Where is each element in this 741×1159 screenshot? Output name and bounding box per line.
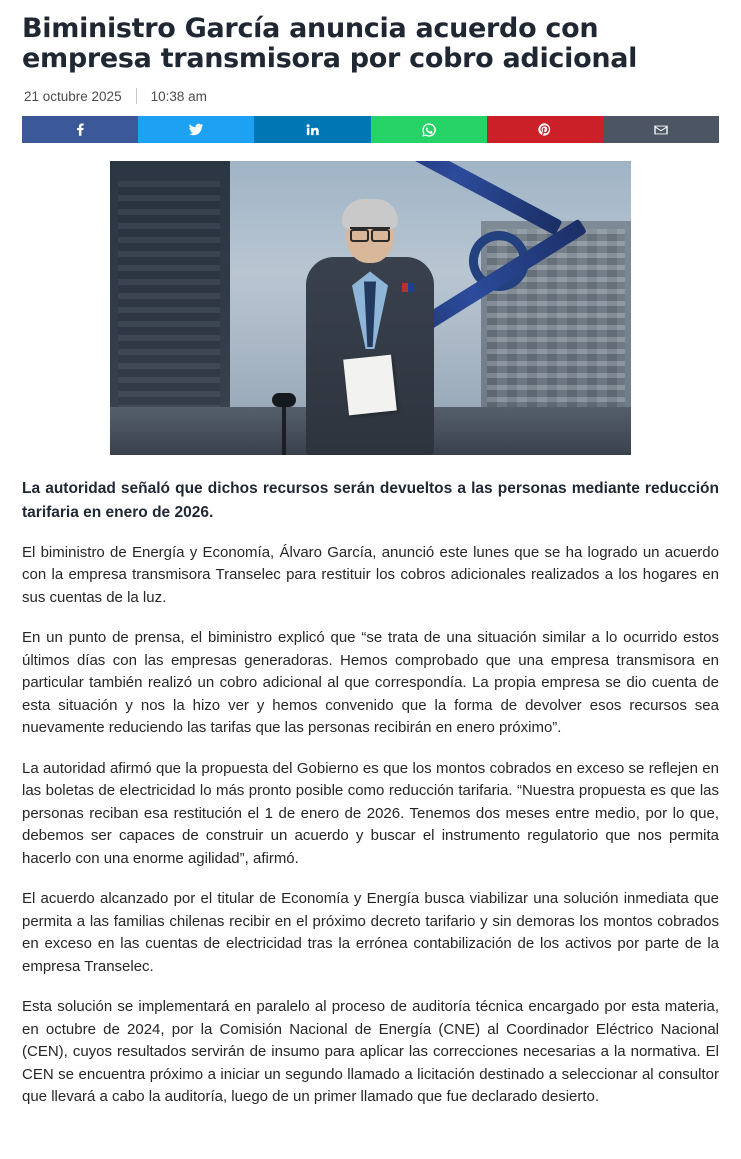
article-paragraph: En un punto de prensa, el biministro explicó que “se trata de una situación similar a lo ocurrido estos últimos días con las empresas generadoras. Hemos comprobado que una empresa transmisora en particular también realizó un cobro adicional al que correspondía. La propia empresa se dio cuenta de esta situación y nos la hizo ver y hemos convenido que la forma de devolver esos recursos sea nuevamente reduciendo las tarifas que las personas recibirán en enero próximo”. xyxy=(22,629,719,737)
linkedin-icon xyxy=(305,122,320,137)
article-paragraph: El biministro de Energía y Economía, Álvaro García, anunció este lunes que se ha logrado un acuerdo con la empresa transmisora Transelec para restituir los cobros adicionales realizados a los hogares en sus cuentas de la luz. xyxy=(22,543,719,606)
publish-time: 10:38 am xyxy=(150,88,207,104)
image-microphone xyxy=(272,393,296,407)
page-title: Biministro García anuncia acuerdo con empresa transmisora por cobro adicional xyxy=(22,13,638,75)
twitter-icon xyxy=(188,122,204,137)
share-bar xyxy=(22,116,719,143)
image-person-papers xyxy=(343,355,397,416)
image-microphone-stand xyxy=(282,401,286,455)
article-hero-image xyxy=(110,161,631,455)
article-paragraph: La autoridad afirmó que la propuesta del Gobierno es que los montos cobrados en exceso se reflejen en las boletas de electricidad lo más pronto posible como reducción tarifaria. “Nuestra propuesta es que las personas reciban esa restitución el 1 de enero de 2026. Tenemos dos meses entre medio, por lo que, debemos ser capaces de construir un acuerdo y buscar el instrumento regulatorio que nos permita hacerlo con una enorme agilidad”, afirmó. xyxy=(22,759,719,867)
article-lead: La autoridad señaló que dichos recursos serán devueltos a las personas mediante reducción tarifaria en enero de 2026. xyxy=(22,480,719,521)
image-person-glasses xyxy=(350,227,390,236)
share-whatsapp-button[interactable] xyxy=(371,116,487,143)
article-paragraph: Esta solución se implementará en paralelo al proceso de auditoría técnica encargado por esta materia, en octubre de 2024, por la Comisión Nacional de Energía (CNE) al Coordinador Eléctrico Nacional (CEN), cuyos resultados servirán de insumo para aplicar las correcciones necesarias a la normativa. El CEN se encuentra próximo a iniciar un segundo llamado a licitación destinado a seleccionar al consultor que llevará a cabo la auditoría, luego de un primer llamado que fue declarado desierto. xyxy=(22,998,719,1106)
pinterest-icon xyxy=(537,122,552,137)
image-person-lapel-pin xyxy=(402,283,414,292)
publish-date: 21 octubre 2025 xyxy=(24,88,122,104)
share-pinterest-button[interactable] xyxy=(487,116,603,143)
article-paragraph: El acuerdo alcanzado por el titular de Economía y Energía busca viabilizar una solución inmediata que permita a las familias chilenas recibir en el próximo decreto tarifario y sin demoras los montos cobrados en exceso en las cuentas de electricidad tras la errónea contabilización de los activos por parte de la empresa Transelec. xyxy=(22,890,719,975)
facebook-icon xyxy=(73,122,88,137)
share-linkedin-button[interactable] xyxy=(254,116,370,143)
article-meta xyxy=(22,88,719,104)
share-facebook-button[interactable] xyxy=(22,116,138,143)
share-twitter-button[interactable] xyxy=(138,116,254,143)
article-image-wrap xyxy=(22,161,719,455)
share-email-button[interactable] xyxy=(603,116,719,143)
envelope-icon xyxy=(653,122,669,138)
whatsapp-icon xyxy=(421,122,437,138)
image-person-hair xyxy=(342,199,398,229)
